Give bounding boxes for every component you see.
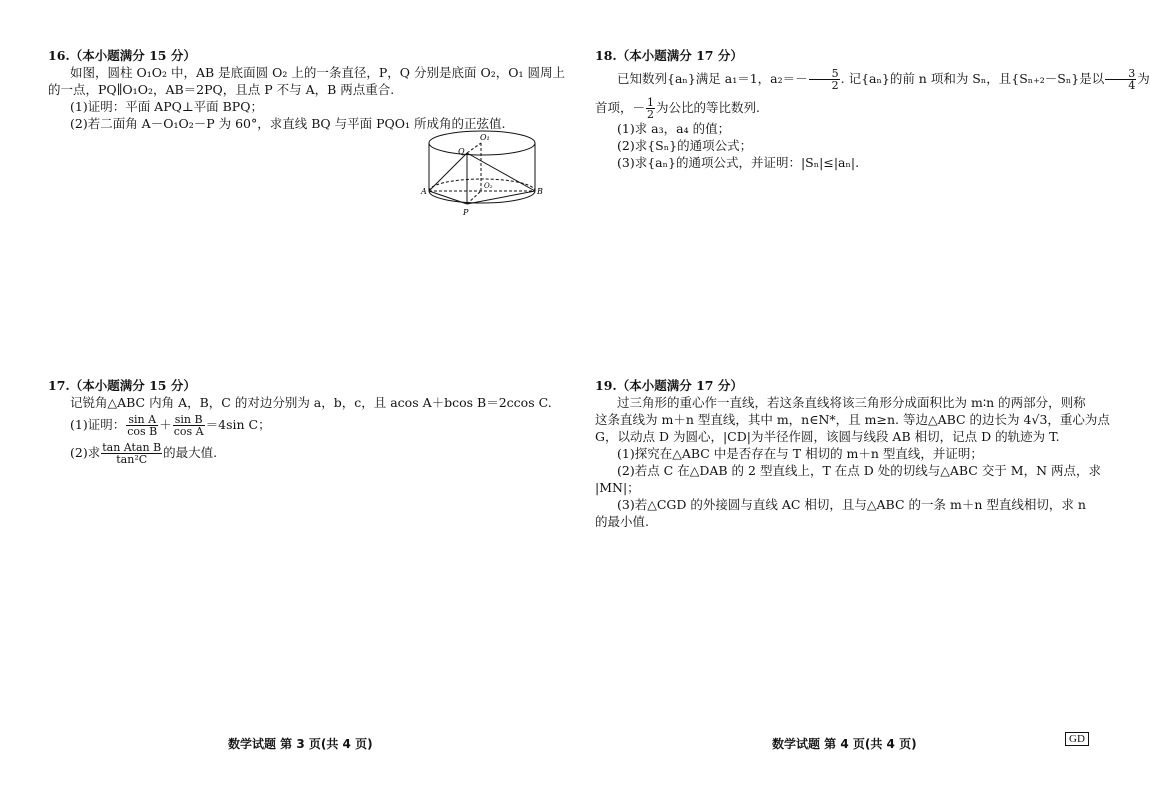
q19-line-3: G，以动点 D 为圆心，|CD|为半径作圆，该圆与线段 AB 相切，记点 D 的轨迹为 T. xyxy=(595,429,1060,444)
q17-plus: ＋ xyxy=(159,417,172,432)
q17-frac-3 xyxy=(101,442,162,465)
q17-frac-2 xyxy=(173,414,205,437)
q18-frac-3-den: 2 xyxy=(647,108,655,121)
q17-p2-prefix: (2)求 xyxy=(70,445,101,460)
q17-frac-1-den: cos B xyxy=(127,425,158,438)
q16-line-1: 如图，圆柱 O₁O₂ 中，AB 是底面圆 O₂ 上的一条直径，P，Q 分别是底面 O₂，O₁ 圆周上 xyxy=(70,65,565,80)
q17-frac-1 xyxy=(126,414,158,437)
q17-p2-suffix: 的最大值. xyxy=(163,445,218,460)
fig-label-b: B xyxy=(537,187,543,196)
q16-heading: 16.（本小题满分 15 分） xyxy=(48,48,196,63)
q17-line-1: 记锐角△ABC 内角 A，B，C 的对边分别为 a，b，c，且 acos A＋bcos B＝2ccos C. xyxy=(70,395,552,410)
footer-page-3: 数学试题 第 3 页(共 4 页) xyxy=(228,737,373,751)
question-18 xyxy=(595,47,1150,171)
q18-frac-3-num: 1 xyxy=(647,96,655,109)
cylinder-figure xyxy=(420,128,550,218)
q18-frac-2 xyxy=(1105,68,1136,91)
q19-line-1: 过三角形的重心作一直线，若这条直线将该三角形分成面积比为 m∶n 的两部分，则称 xyxy=(617,395,1086,410)
q18-line-2 xyxy=(595,97,1095,120)
q16-line-2: 的一点，PQ∥O₁O₂，AB＝2PQ，且点 P 不与 A，B 两点重合. xyxy=(48,82,395,97)
fig-label-o2: O₂ xyxy=(484,182,493,190)
q18-frac-3 xyxy=(646,97,655,120)
q19-part-2b: |MN|； xyxy=(595,480,640,495)
q18-line-1 xyxy=(595,67,1150,92)
q18-heading: 18.（本小题满分 17 分） xyxy=(595,48,743,63)
q16-part-2: (2)若二面角 A－O₁O₂－P 为 60°，求直线 BQ 与平面 PQO₁ 所成角的正弦值. xyxy=(70,116,506,131)
gd-badge: GD xyxy=(1065,732,1089,746)
q17-p1-prefix: (1)证明： xyxy=(70,417,126,432)
q17-part-2 xyxy=(48,442,548,465)
q18-part-3: (3)求{aₙ}的通项公式，并证明：|Sₙ|≤|aₙ|. xyxy=(617,155,860,170)
q19-part-1: (1)探究在△ABC 中是否存在与 T 相切的 m＋n 型直线，并证明； xyxy=(617,446,983,461)
q19-part-3a: (3)若△CGD 的外接圆与直线 AC 相切，且与△ABC 的一条 m＋n 型直线相切，求 n xyxy=(617,497,1086,512)
q18-frac-1-num: 5 xyxy=(809,68,840,80)
q18-l1-text-b: . 记{aₙ}的前 n 项和为 Sₙ，且{Sₙ₊₂－Sₙ}是以 xyxy=(840,71,1105,86)
fig-label-a: A xyxy=(421,187,427,196)
q17-frac-2-num: sin B xyxy=(173,414,205,426)
q18-frac-2-den: 4 xyxy=(1128,79,1136,92)
q18-l2-text-b: 为公比的等比数列. xyxy=(656,100,760,115)
q18-l2-text-a: 首项，－ xyxy=(595,100,646,115)
q19-line-2: 这条直线为 m＋n 型直线，其中 m，n∈N*，且 m≥n. 等边△ABC 的边长为 4√3，重心为点 xyxy=(595,412,1110,427)
q18-l1-text-a: 已知数列{aₙ}满足 a₁＝1，a₂＝－ xyxy=(617,71,808,86)
q18-l1-text-c: 为 xyxy=(1137,71,1150,86)
fig-label-o1: O₁ xyxy=(480,133,490,142)
q17-frac-3-num: tan Atan B xyxy=(102,441,162,454)
fig-label-p: P xyxy=(463,208,469,217)
fig-label-q: Q xyxy=(458,147,465,156)
q18-part-1: (1)求 a₃，a₄ 的值； xyxy=(617,121,731,136)
q17-frac-3-den: tan²C xyxy=(116,453,148,466)
q17-frac-1-num: sin A xyxy=(126,414,158,426)
q17-p1-suffix: ＝4sin C； xyxy=(205,417,271,432)
q16-part-1: (1)证明：平面 APQ⊥平面 BPQ； xyxy=(70,99,263,114)
question-17 xyxy=(48,377,552,466)
q17-frac-2-den: cos A xyxy=(173,425,204,438)
q18-frac-1 xyxy=(809,68,840,91)
q19-part-3b: 的最小值. xyxy=(595,514,649,529)
q17-part-1 xyxy=(48,414,548,437)
q19-heading: 19.（本小题满分 17 分） xyxy=(595,378,743,393)
q17-heading: 17.（本小题满分 15 分） xyxy=(48,378,196,393)
question-16 xyxy=(48,47,565,132)
q18-frac-2-num: 3 xyxy=(1105,68,1136,80)
q19-part-2a: (2)若点 C 在△DAB 的 2 型直线上，T 在点 D 处的切线与△ABC 交于 M，N 两点，求 xyxy=(617,463,1101,478)
q18-frac-1-den: 2 xyxy=(831,79,839,92)
q18-part-2: (2)求{Sₙ}的通项公式； xyxy=(617,138,753,153)
footer-page-4: 数学试题 第 4 页(共 4 页) xyxy=(772,737,917,751)
question-19 xyxy=(595,377,1110,530)
